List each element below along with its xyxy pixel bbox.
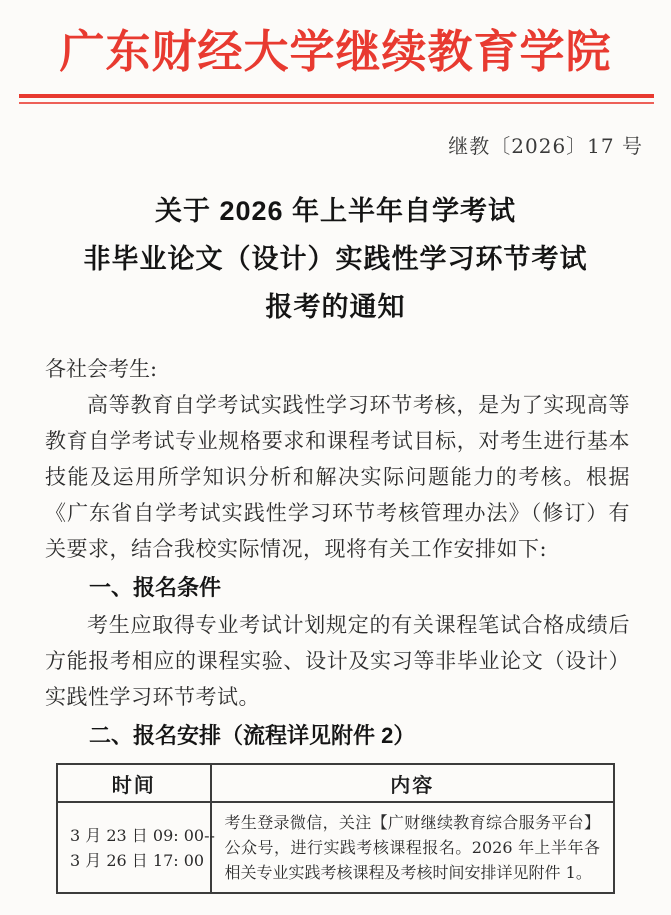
salutation: 各社会考生:	[45, 357, 158, 381]
table-header-row	[57, 764, 614, 802]
table-header-content: 内容	[211, 764, 614, 802]
notice-title	[0, 187, 671, 331]
notice-document-page	[0, 22, 671, 915]
notice-title-line-3: 报考的通知	[265, 292, 406, 322]
section-2-heading: 二、报名安排（流程详见附件 2）	[89, 723, 416, 748]
table-cell-content: 考生登录微信，关注【广财继续教育综合服务平台】公众号，进行实践考核课程报名。2026 年上半年各相关专业实践考核课程及考核时间安排详见附件 1。	[211, 802, 614, 893]
registration-schedule-table	[56, 763, 615, 894]
letterhead-divider	[19, 94, 654, 104]
table-row	[57, 802, 614, 893]
table-header-time: 时间	[57, 764, 211, 802]
notice-title-line-2: 非毕业论文（设计）实践性学习环节考试	[83, 244, 588, 274]
time-line-1: 3 月 23 日 09: 00--	[70, 825, 215, 845]
divider-thick-line	[19, 94, 654, 98]
intro-paragraph: 高等教育自学考试实践性学习环节考核，是为了实现高等教育自学考试专业规格要求和课程考试目标，对考生进行基本技能及运用所学知识分析和解决实际问题能力的考核。根据《广东省自学考试实践性学习环节考核管理办法》（修订）有关要求，结合我校实际情况，现将有关工作安排如下:	[45, 393, 630, 561]
divider-thin-line	[19, 102, 654, 104]
section-1-heading: 一、报名条件	[89, 575, 222, 600]
notice-title-line-1: 关于 2026 年上半年自学考试	[154, 196, 517, 226]
table-cell-time	[57, 802, 215, 893]
letterhead-title: 广东财经大学继续教育学院	[59, 25, 612, 78]
section-1-paragraph: 考生应取得专业考试计划规定的有关课程笔试合格成绩后方能报考相应的课程实验、设计及实习等非毕业论文（设计）实践性学习环节考试。	[45, 613, 630, 709]
time-line-2: 3 月 26 日 17: 00	[70, 850, 205, 870]
document-number: 继教〔2026〕17 号	[448, 134, 643, 158]
